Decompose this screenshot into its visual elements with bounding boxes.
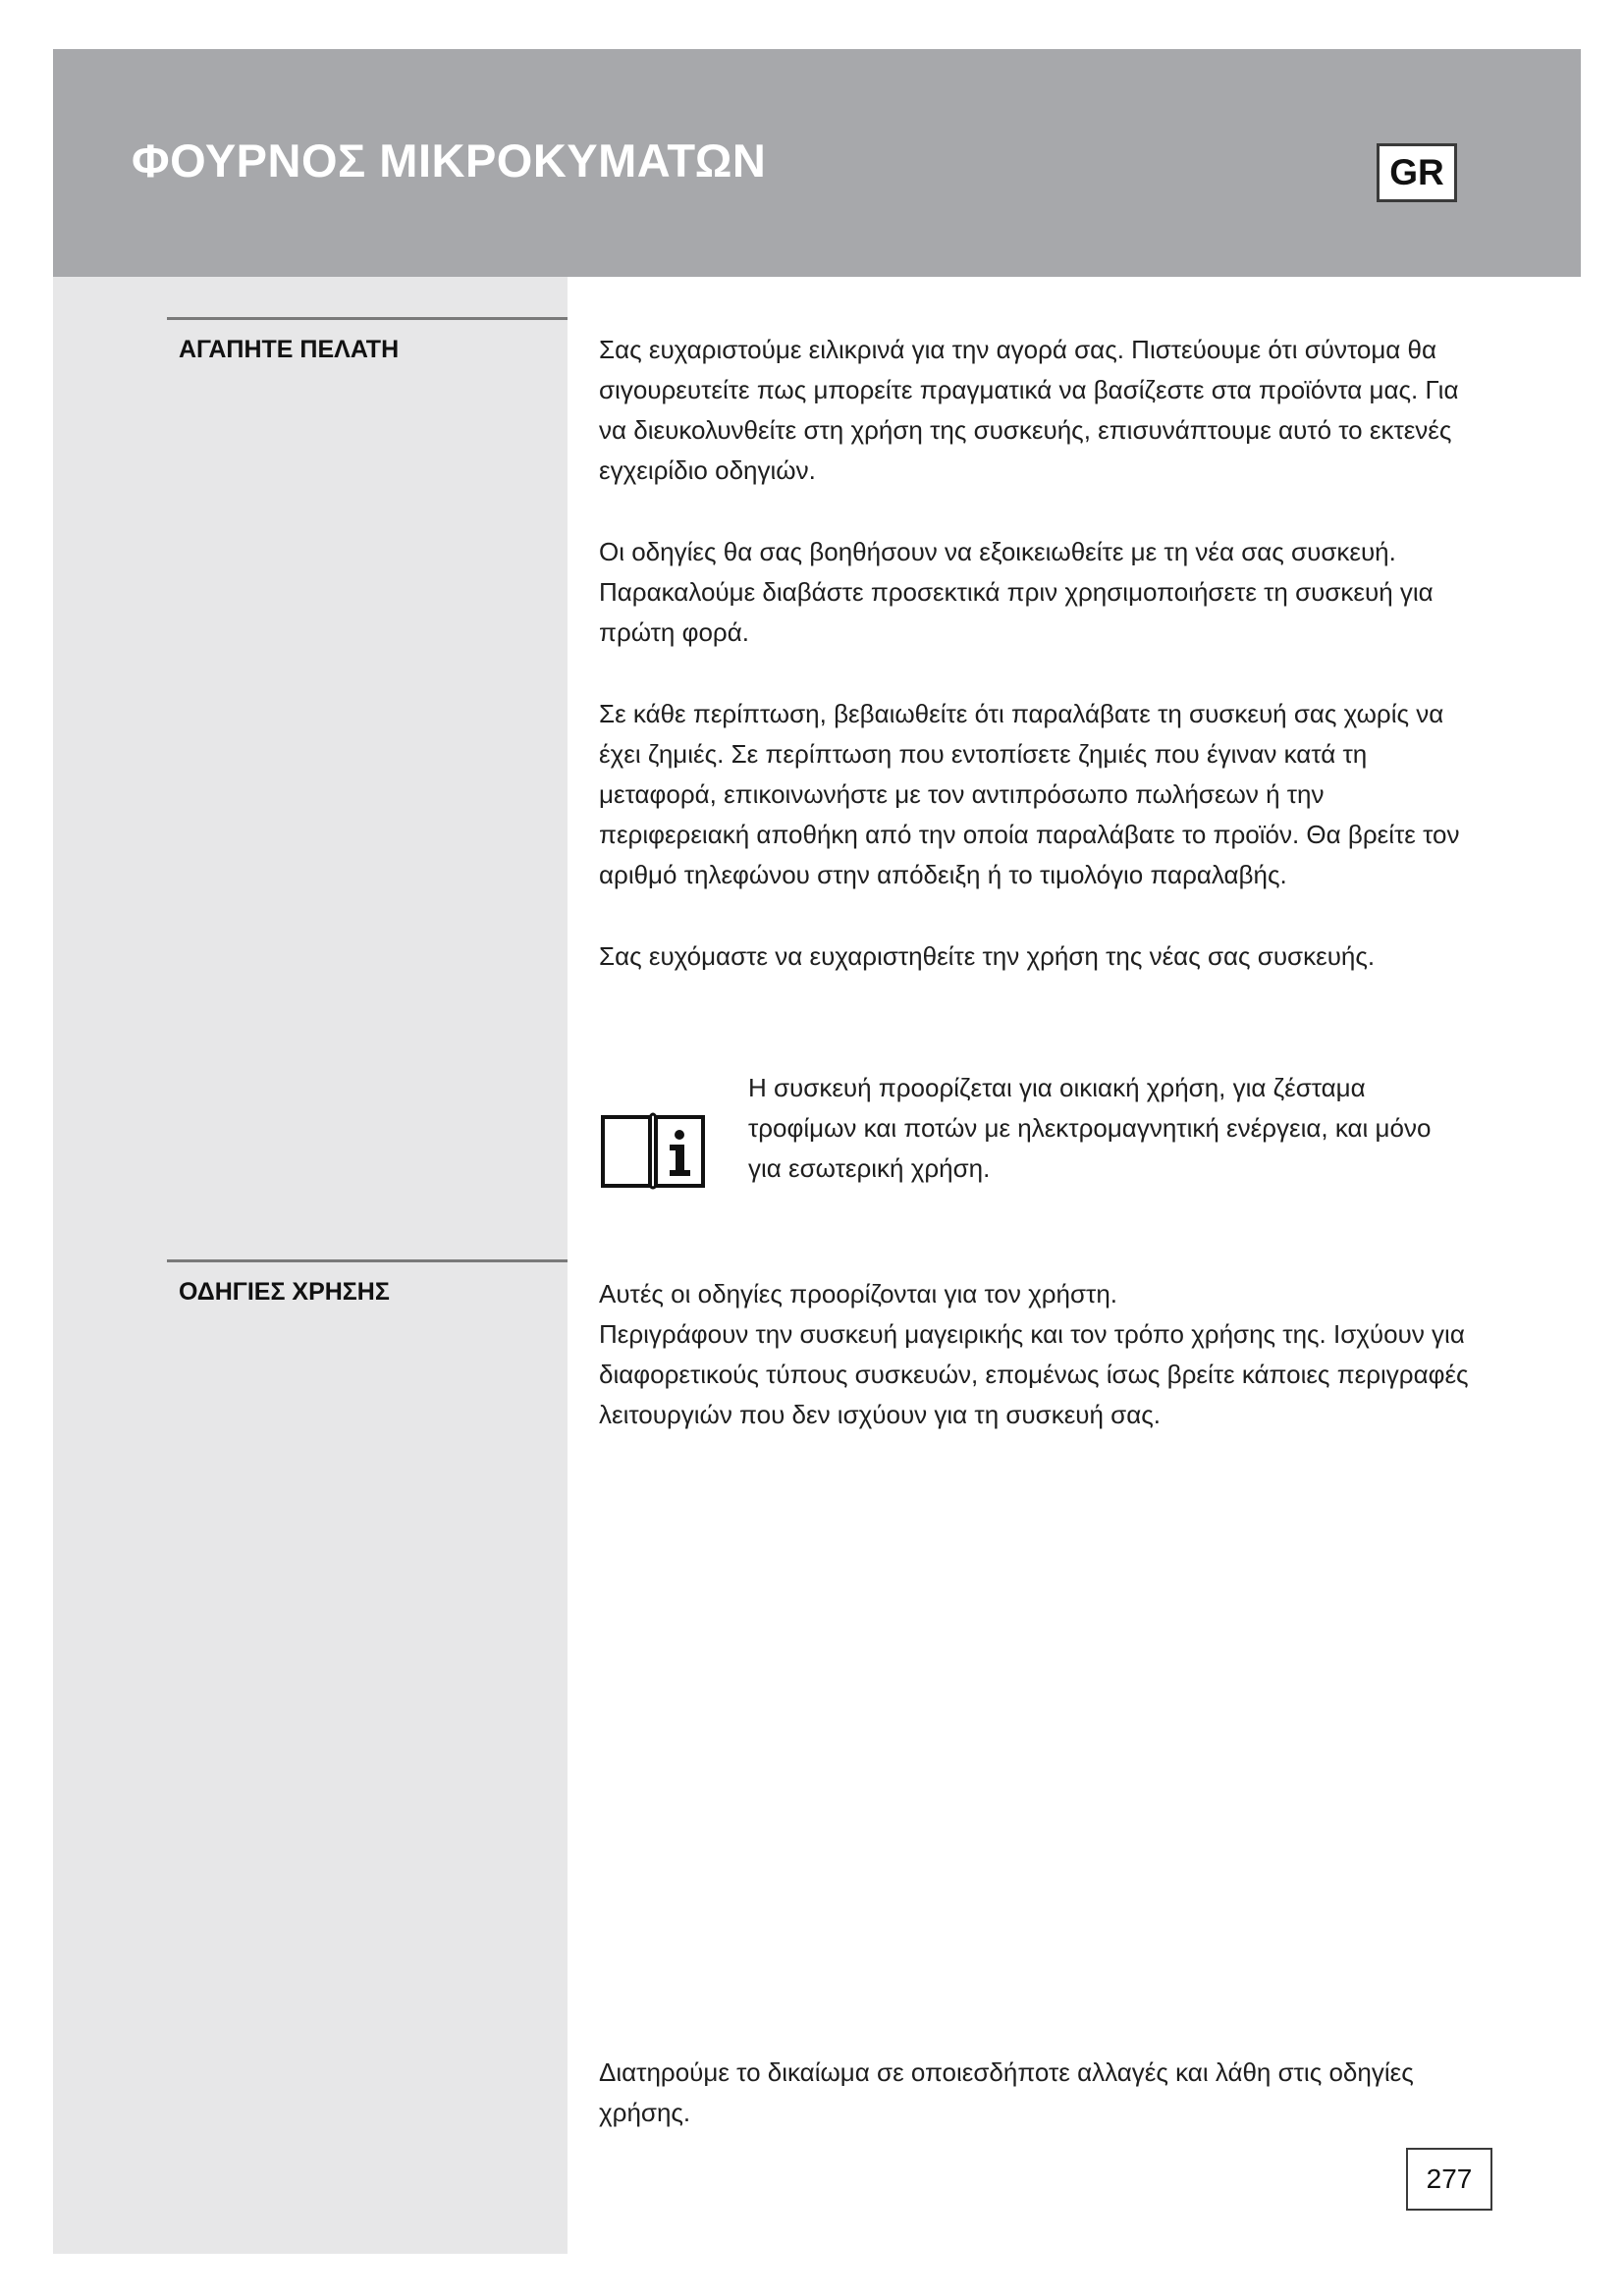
info-note-text: Η συσκευή προορίζεται για οικιακή χρήση, για ζέσταμα τροφίμων και ποτών με ηλεκτρομαγνητική ενέργεια, και μόνο για εσωτερική χρήση.: [748, 1073, 1432, 1183]
intro-paragraph: Σας ευχαριστούμε ειλικρινά για την αγορά σας. Πιστεύουμε ότι σύντομα θα σιγουρευτείτε πως μπορείτε πραγματικά να βασίζεστε στα προϊόντα μας. Για να διευκολυνθείτε στη χρήση της συσκευής, επισυνάπτουμε αυτό το εκτενές εγχειρίδιο οδηγιών.: [599, 335, 1459, 485]
info-book-icon: [599, 1107, 707, 1190]
damage-paragraph: Σε κάθε περίπτωση, βεβαιωθείτε ότι παραλάβατε τη συσκευή σας χωρίς να έχει ζημιές. Σε περίπτωση που εντοπίσετε ζημιές που έγιναν κατά τη μεταφορά, επικοινωνήστε με τον αντιπρόσωπο πωλήσεων ή την περιφερειακή αποθήκη από την οποία παραλάβατε το προϊόν. Θα βρείτε τον αριθμό τηλεφώνου στην απόδειξη ή το τιμολόγιο παραλαβής.: [599, 699, 1460, 889]
section-divider: [167, 1259, 568, 1262]
instructions-paragraph: Οι οδηγίες θα σας βοηθήσουν να εξοικειωθείτε με τη νέα σας συσκευή. Παρακαλούμε διαβάστε προσεκτικά πριν χρησιμοποιήσετε τη συσκευή για πρώτη φορά.: [599, 537, 1434, 647]
sidebar-column: [53, 277, 568, 2254]
wishes-paragraph: Σας ευχόμαστε να ευχαριστηθείτε την χρήση της νέας σας συσκευής.: [599, 941, 1376, 971]
instructions-text: [599, 1274, 1581, 1435]
dear-customer-text: [599, 330, 1581, 977]
instructions-intro: Αυτές οι οδηγίες προορίζονται για τον χρήστη.: [599, 1279, 1117, 1308]
section-heading-dear-customer: ΑΓΑΠΗΤΕ ΠΕΛΑΤΗ: [179, 336, 400, 363]
section-divider: [167, 317, 568, 320]
instructions-description: Περιγράφουν την συσκευή μαγειρικής και τον τρόπο χρήσης της. Ισχύουν για διαφορετικούς τύπους συσκευών, επομένως ίσως βρείτε κάποιες περιγραφές λειτουργιών που δεν ισχύουν για τη συσκευή σας.: [599, 1319, 1469, 1429]
section-heading-instructions: ΟΔΗΓΙΕΣ ΧΡΗΣΗΣ: [179, 1278, 390, 1306]
page-number: 277: [1406, 2148, 1492, 2211]
language-badge: GR: [1377, 143, 1457, 202]
page-title: ΦΟΥΡΝΟΣ ΜΙΚΡΟΚΥΜΑΤΩΝ: [132, 134, 767, 187]
disclaimer: Διατηρούμε το δικαίωμα σε οποιεσδήποτε αλλαγές και λάθη στις οδηγίες χρήσης.: [599, 2057, 1414, 2127]
